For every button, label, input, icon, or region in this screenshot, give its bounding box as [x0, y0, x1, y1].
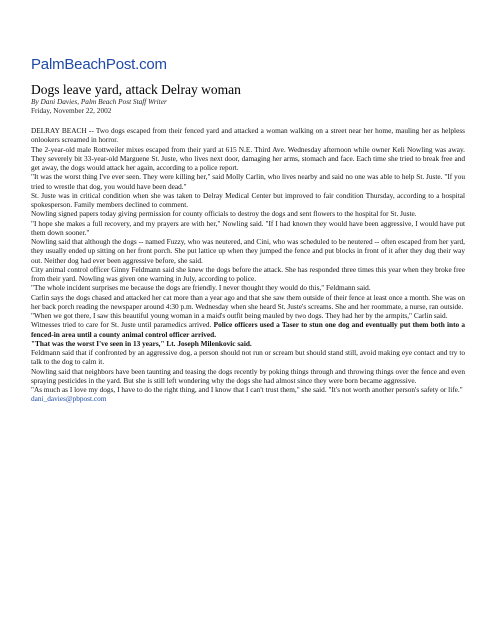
- quote-paragraph: "That was the worst I've seen in 13 years," Lt. Joseph Milenkovic said.: [31, 338, 252, 348]
- article-paragraph: The 2-year-old male Rottweiler mixes escaped from their yard at 615 N.E. Third Ave. Wednesday afternoon while owner Keli Nowling was away. They severely bit 33-year-old Marguene St. Juste, who lives next door, damaging her arms, stomach and face. Each time she tried to break free and get away, the dogs would attack her again, according to a police report.: [31, 144, 465, 172]
- article-paragraph: St. Juste was in critical condition when she was taken to Delray Medical Center but improved to fair condition Thursday, according to a hospital spokesperson. Family members declined to comment.: [31, 190, 465, 209]
- article-paragraph: "I hope she makes a full recovery, and my prayers are with her," Nowling said. "If I had known they would have been aggressive, I would have put them down sooner.": [31, 218, 465, 237]
- article-paragraph: Carlin says the dogs chased and attacked her cat more than a year ago and that she saw them outside of their fence at least once a month. She was on her back porch reading the newspaper around 4:30 p.m. Wednesday when she heard St. Juste's screams. She and her roommate, a nurse, ran outside.: [31, 292, 465, 311]
- article-body: [31, 126, 465, 404]
- article-paragraph: "When we got there, I saw this beautiful young woman in a maid's outfit being mauled by two dogs. They had her by the armpits," Carlin said.: [31, 311, 448, 320]
- article-headline: Dogs leave yard, attack Delray woman: [31, 82, 241, 97]
- article-paragraph: "It was the worst thing I've ever seen. They were killing her," said Molly Carlin, who lives nearby and said no one was able to help St. Juste. "If you tried to wrestle that dog, you would have been dead.": [31, 172, 465, 191]
- site-masthead[interactable]: PalmBeachPost.com: [31, 56, 167, 73]
- article-paragraph: "As much as I love my dogs, I have to do the right thing, and I know that I can't trust them," she said. "It's not worth another person's safety or life.": [31, 385, 463, 394]
- article-paragraph: DELRAY BEACH -- Two dogs escaped from their fenced yard and attacked a woman walking on a street near her home, mauling her as helpless onlookers screamed in horror.: [31, 126, 465, 145]
- witness-lead: Witnesses tried to care for St. Juste until paramedics arrived.: [31, 320, 212, 330]
- article-paragraph: Nowling signed papers today giving permission for county officials to destroy the dogs and sent flowers to the hospital for St. Juste.: [31, 209, 417, 219]
- author-email-link[interactable]: dani_davies@pbpost.com: [31, 394, 107, 404]
- article-paragraph: Feldmann said that if confronted by an aggressive dog, a person should not run or scream but should stand still, avoid making eye contact and try to talk to the dog to calm it.: [31, 348, 465, 367]
- article-paragraph: "The whole incident surprises me because the dogs are friendly. I never thought they would do this," Feldmann said.: [31, 283, 371, 293]
- article-paragraph: City animal control officer Ginny Feldmann said she knew the dogs before the attack. She has responded three times this year when they broke free from their yard. Nowling was given one warning in July, according to police.: [31, 264, 465, 283]
- witness-paragraph: [31, 320, 465, 339]
- article-byline: By Dani Davies, Palm Beach Post Staff Writer: [31, 97, 167, 106]
- witness-bold: Police officers used a Taser to stun one dog and eventually put them both into a fenced-in area until a county animal control officer arrived.: [31, 320, 465, 339]
- article-paragraph: Nowling said that although the dogs -- named Fuzzy, who was neutered, and Cini, who was scheduled to be neutered -- often escaped from her yard, they usually ended up sitting on her front porch. She put lattice up when they jumped the fence and put blocks in front of it after they dug their way out. Neither dog had ever been aggressive before, she said.: [31, 237, 465, 265]
- article-date: Friday, November 22, 2002: [31, 106, 112, 116]
- article-paragraph: Nowling said that neighbors have been taunting and teasing the dogs recently by poking things through and throwing things over the fence and even spraying pesticides in the yard. But she is still left wondering why the dogs she had almost since they were born became aggressive.: [31, 366, 465, 385]
- article-meta: [31, 97, 167, 116]
